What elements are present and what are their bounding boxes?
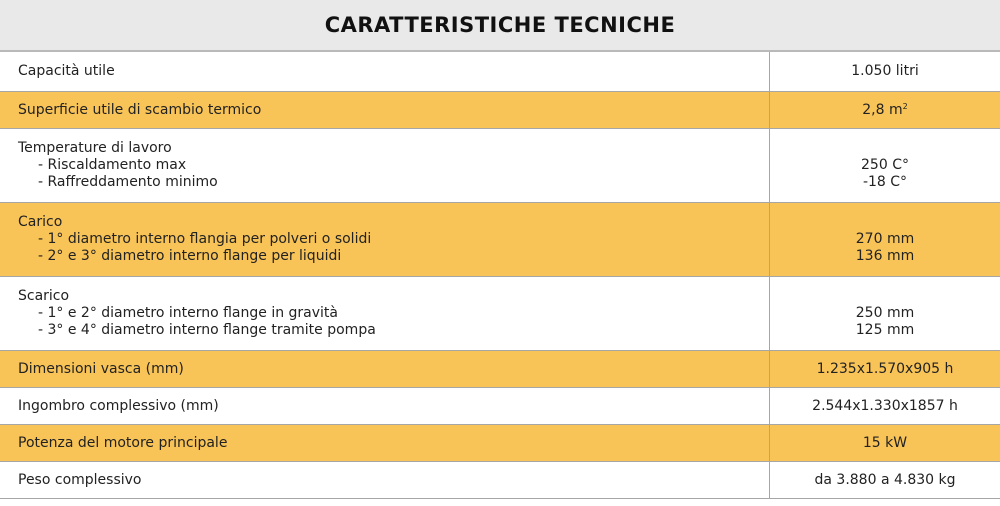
row-label <box>0 351 770 387</box>
row-sub-item: - 2° e 3° diametro interno flange per liquidi <box>38 248 342 264</box>
row-label <box>0 129 770 202</box>
row-label-text: Capacità utile <box>18 63 115 79</box>
row-sub-value: -18 C° <box>862 174 908 190</box>
row-sub-value: 270 mm <box>855 231 915 247</box>
row-label <box>0 92 770 128</box>
row-sub-value: 125 mm <box>855 322 915 338</box>
row-value-text: 1.235x1.570x905 h <box>816 360 954 377</box>
table-row-dimensioni <box>0 351 1000 388</box>
row-value-text <box>862 102 907 119</box>
row-sub-item: - 1° e 2° diametro interno flange in gravità <box>38 305 339 321</box>
row-value <box>770 425 1000 461</box>
table-row-carico <box>0 203 1000 277</box>
row-sub-value: 250 C° <box>861 157 909 173</box>
table-row-superficie <box>0 92 1000 129</box>
page-title: CARATTERISTICHE TECNICHE <box>324 13 676 37</box>
row-label-text: Ingombro complessivo (mm) <box>18 397 219 414</box>
row-value <box>770 462 1000 498</box>
table-row-temperature <box>0 129 1000 203</box>
row-label-text: Peso complessivo <box>18 471 142 488</box>
superscript: 2 <box>902 101 908 111</box>
row-label-text: Carico <box>18 214 63 230</box>
row-label <box>0 425 770 461</box>
row-value-text: da 3.880 a 4.830 kg <box>814 471 956 488</box>
row-sub-value: 250 mm <box>855 305 915 321</box>
table-row-ingombro <box>0 388 1000 425</box>
row-value <box>770 92 1000 128</box>
row-label-text: Superficie utile di scambio termico <box>18 101 262 118</box>
row-sub-item: - 3° e 4° diametro interno flange tramite pompa <box>38 322 376 338</box>
row-sub-item: - Riscaldamento max <box>38 157 187 173</box>
row-value-main: 2,8 m <box>862 101 903 118</box>
table-row-capacita <box>0 52 1000 92</box>
row-value-text: 2.544x1.330x1857 h <box>812 397 958 414</box>
row-label-text: Dimensioni vasca (mm) <box>18 360 184 377</box>
row-value <box>770 203 1000 276</box>
row-sub-item: - 1° diametro interno flangia per polveri o solidi <box>38 231 372 247</box>
table-row-peso <box>0 462 1000 499</box>
row-value-text: 15 kW <box>862 434 908 451</box>
row-label-text: Scarico <box>18 288 70 304</box>
row-sub-value: 136 mm <box>855 248 915 264</box>
row-value <box>770 351 1000 387</box>
row-label <box>0 277 770 350</box>
row-label <box>0 52 770 91</box>
row-label-text: Potenza del motore principale <box>18 434 228 451</box>
row-label <box>0 203 770 276</box>
title-bar <box>0 0 1000 52</box>
row-value <box>770 129 1000 202</box>
row-sub-item: - Raffreddamento minimo <box>38 174 218 190</box>
table-row-scarico <box>0 277 1000 351</box>
row-label <box>0 462 770 498</box>
row-value <box>770 277 1000 350</box>
row-value <box>770 52 1000 91</box>
table-row-potenza <box>0 425 1000 462</box>
row-label <box>0 388 770 424</box>
row-value <box>770 388 1000 424</box>
row-value-text: 1.050 litri <box>851 63 919 79</box>
row-label-text: Temperature di lavoro <box>18 140 172 156</box>
spec-table <box>0 52 1000 499</box>
